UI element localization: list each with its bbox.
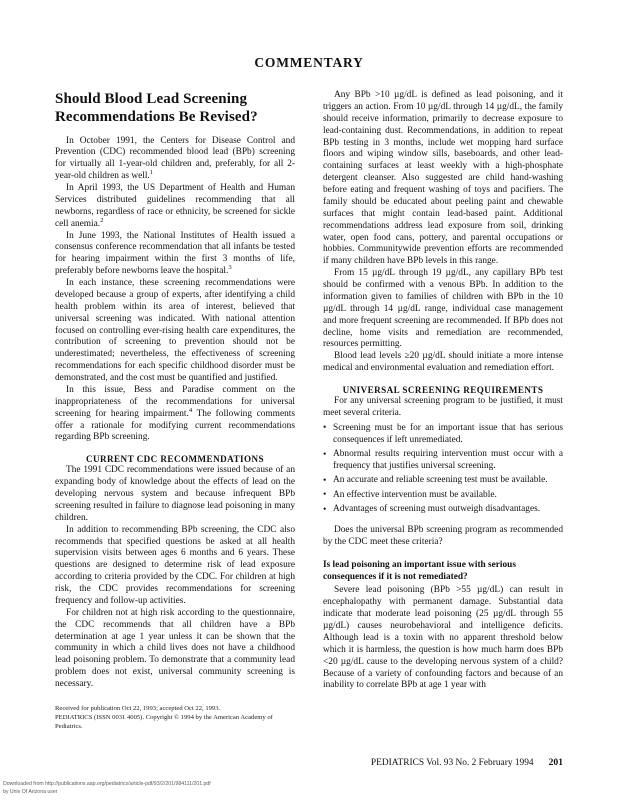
list-item (323, 475, 563, 487)
reference-marker-2: 2 (100, 216, 104, 224)
download-watermark (3, 781, 211, 796)
paragraph-2 (55, 183, 295, 231)
paragraph-4: In each instance, these screening recommendations were developed because a group of experts, after identifying a child health problem within its area of interest, believed that universal screening was indicated. With national attention focused on controlling ever-rising health care expenditures, the contribution of screening to prevention should not be underestimated; nevertheless, the effectiveness of screening recommendations for each specific childhood disorder must be demonstrated, and the cost must be quantified and justified. (55, 278, 295, 384)
paragraph-2-text: In April 1993, the US Department of Health and Human Services distributed guidelines recommending that all newborns, regardless of race or ethnicity, be screened for sickle cell anemia. (55, 183, 295, 229)
download-user: by Univ Of Arizona user (3, 788, 58, 795)
subheading-lead-poisoning-question: Is lead poisoning an important issue with serious consequences if it is not remediated? (323, 559, 516, 582)
section-heading-universal-screening: UNIVERSAL SCREENING REQUIREMENTS (342, 385, 544, 395)
right-column (323, 90, 563, 732)
footnote-received: Received for publication Oct 22, 1993; accepted Oct 22, 1993. (55, 704, 221, 712)
bullet-icon: • (323, 490, 327, 501)
bullet-icon: • (323, 504, 327, 515)
criteria-text-5: Advantages of screening must outweigh disadvantages. (333, 504, 541, 514)
paragraph-3 (55, 231, 295, 279)
article-body (55, 90, 563, 732)
paragraph-7: In addition to recommending BPb screening, the CDC also recommends that specified questions be asked at all health supervision visits between ages 6 months and 6 years. These questions are designed to determine risk of lead exposure according to criteria provided by the CDC. For children at high risk, the CDC provides recommendations for screening frequency and follow-up activities. (55, 524, 295, 606)
criteria-list (323, 423, 563, 516)
page-footer (371, 757, 563, 768)
list-item (323, 423, 563, 447)
list-item (323, 504, 563, 516)
paragraph-12: For any universal screening program to be justified, it must meet several criteria. (323, 396, 563, 418)
list-item (323, 449, 563, 473)
paragraph-5 (55, 385, 295, 444)
reference-marker-4: 4 (188, 406, 193, 414)
paragraph-9: Any BPb >10 µg/dL is defined as lead poisoning, and it triggers an action. From 10 µg/dL through 14 µg/dL, the family should receive information, primarily to decrease exposure to lead-containing dust. Recommendations, in addition to repeat BPb testing in 3 months, include wet mopping hard surface floors and wiping window sills, baseboards, and other lead-containing surfaces at least weekly with a high-phosphate detergent cleanser. Also suggested are child hand-washing before eating and frequent washing of toys and pacifiers. The family should be educated about peeling paint and chewable surfaces that might contain lead-based paint. Additional recommendations address lead exposure from soil, drinking water, open food cans, pottery, and parental occupations or hobbies. Communitywide prevention efforts are recommended if many children have BPb levels in this range. (323, 90, 563, 267)
left-column (55, 90, 295, 732)
paragraph-5-tail: The following comments offer a rationale for modifying current recommendations regarding BPb screening. (55, 408, 295, 443)
running-head: COMMENTARY (254, 55, 364, 70)
list-item (323, 490, 563, 502)
criteria-text-3: An accurate and reliable screening test must be available. (333, 475, 548, 486)
paragraph-13: Does the universal BPb screening program as recommended by the CDC meet these criteria? (323, 524, 563, 547)
reference-marker-3: 3 (228, 264, 232, 272)
paragraph-3-text: In June 1993, the National Institutes of Health issued a consensus conference recommendation that all infants be tested for hearing impairment within the first 3 months of life, preferably before newborns leave the hospital. (55, 230, 295, 277)
paragraph-8: For children not at high risk according to the questionnaire, the CDC recommends that all children have a BPb determination at age 1 year unless it can be shown that the community in which a child lives does not have a childhood lead poisoning problem. To demonstrate that a community lead problem does not exist, universal community screening is necessary. (55, 607, 295, 690)
article-title: Should Blood Lead Screening Recommendations Be Revised? (55, 91, 258, 126)
criteria-text-2: Abnormal results requiring intervention must occur with a frequency that justifies universal screening. (333, 449, 563, 471)
paragraph-10: From 15 µg/dL through 19 µg/dL, any capillary BPb test should be confirmed with a venous BPb. In addition to the information given to families of children with BPb in the 10 µg/dL through 14 µg/dL range, individual case management and more frequent screening are recommended. If BPb does not decline, home visits and remediation are recommended, resources permitting. (323, 268, 563, 350)
section-heading-current-cdc: CURRENT CDC RECOMMENDATIONS (85, 454, 265, 465)
paragraph-11: Blood lead levels ≥20 µg/dL should initiate a more intense medical and environmental evaluation and remediation effort. (323, 351, 563, 374)
paragraph-14: Severe lead poisoning (BPb >55 µg/dL) can result in encephalopathy with permanent damage. Substantial data indicate that moderate lead poisoning (25 µg/dL through 55 µg/dL) causes neurobehavioral and intelligence deficits. Although lead is a toxin with no apparent threshold below which it is harmless, the question is how much harm does BPb <20 µg/dL cause to the developing nervous system of a child? Because of a variety of confounding factors and because of an inability to correlate BPb at age 1 year with (323, 585, 563, 691)
paragraph-5-text: In this issue, Bess and Paradise comment on the inappropriateness of the recommendations for universal screening for hearing impairment. (55, 384, 295, 419)
page-number: 201 (548, 757, 563, 768)
bullet-icon: • (323, 449, 327, 460)
reference-marker-1: 1 (149, 169, 154, 177)
paragraph-6: The 1991 CDC recommendations were issued because of an expanding body of knowledge about the effects of lead on the developing nervous system and because infrequent BPb screening resulted in failure to diagnose lead poisoning in many children. (55, 465, 295, 523)
paragraph-1-text: In October 1991, the Centers for Disease Control and Prevention (CDC) recommended blood lead (BPb) screening for virtually all 1-year-old children and, preferably, for all 2-year-old children as well. (55, 135, 295, 182)
footnote-copyright: PEDIATRICS (ISSN 0031 4005). Copyright © 1994 by the American Academy of Pediatrics. (55, 713, 273, 730)
paragraph-1 (55, 136, 295, 184)
journal-citation: PEDIATRICS Vol. 93 No. 2 February 1994 (370, 758, 534, 768)
bullet-icon: • (323, 475, 327, 486)
criteria-text-4: An effective intervention must be available. (333, 489, 497, 500)
download-url: Downloaded from http://publications.aap.org/pediatrics/article-pdf/93/2/201/984111/201.pdf (3, 781, 211, 788)
criteria-text-1: Screening must be for an important issue that has serious consequences if left unremediated. (333, 422, 563, 445)
bullet-icon: • (323, 423, 327, 434)
